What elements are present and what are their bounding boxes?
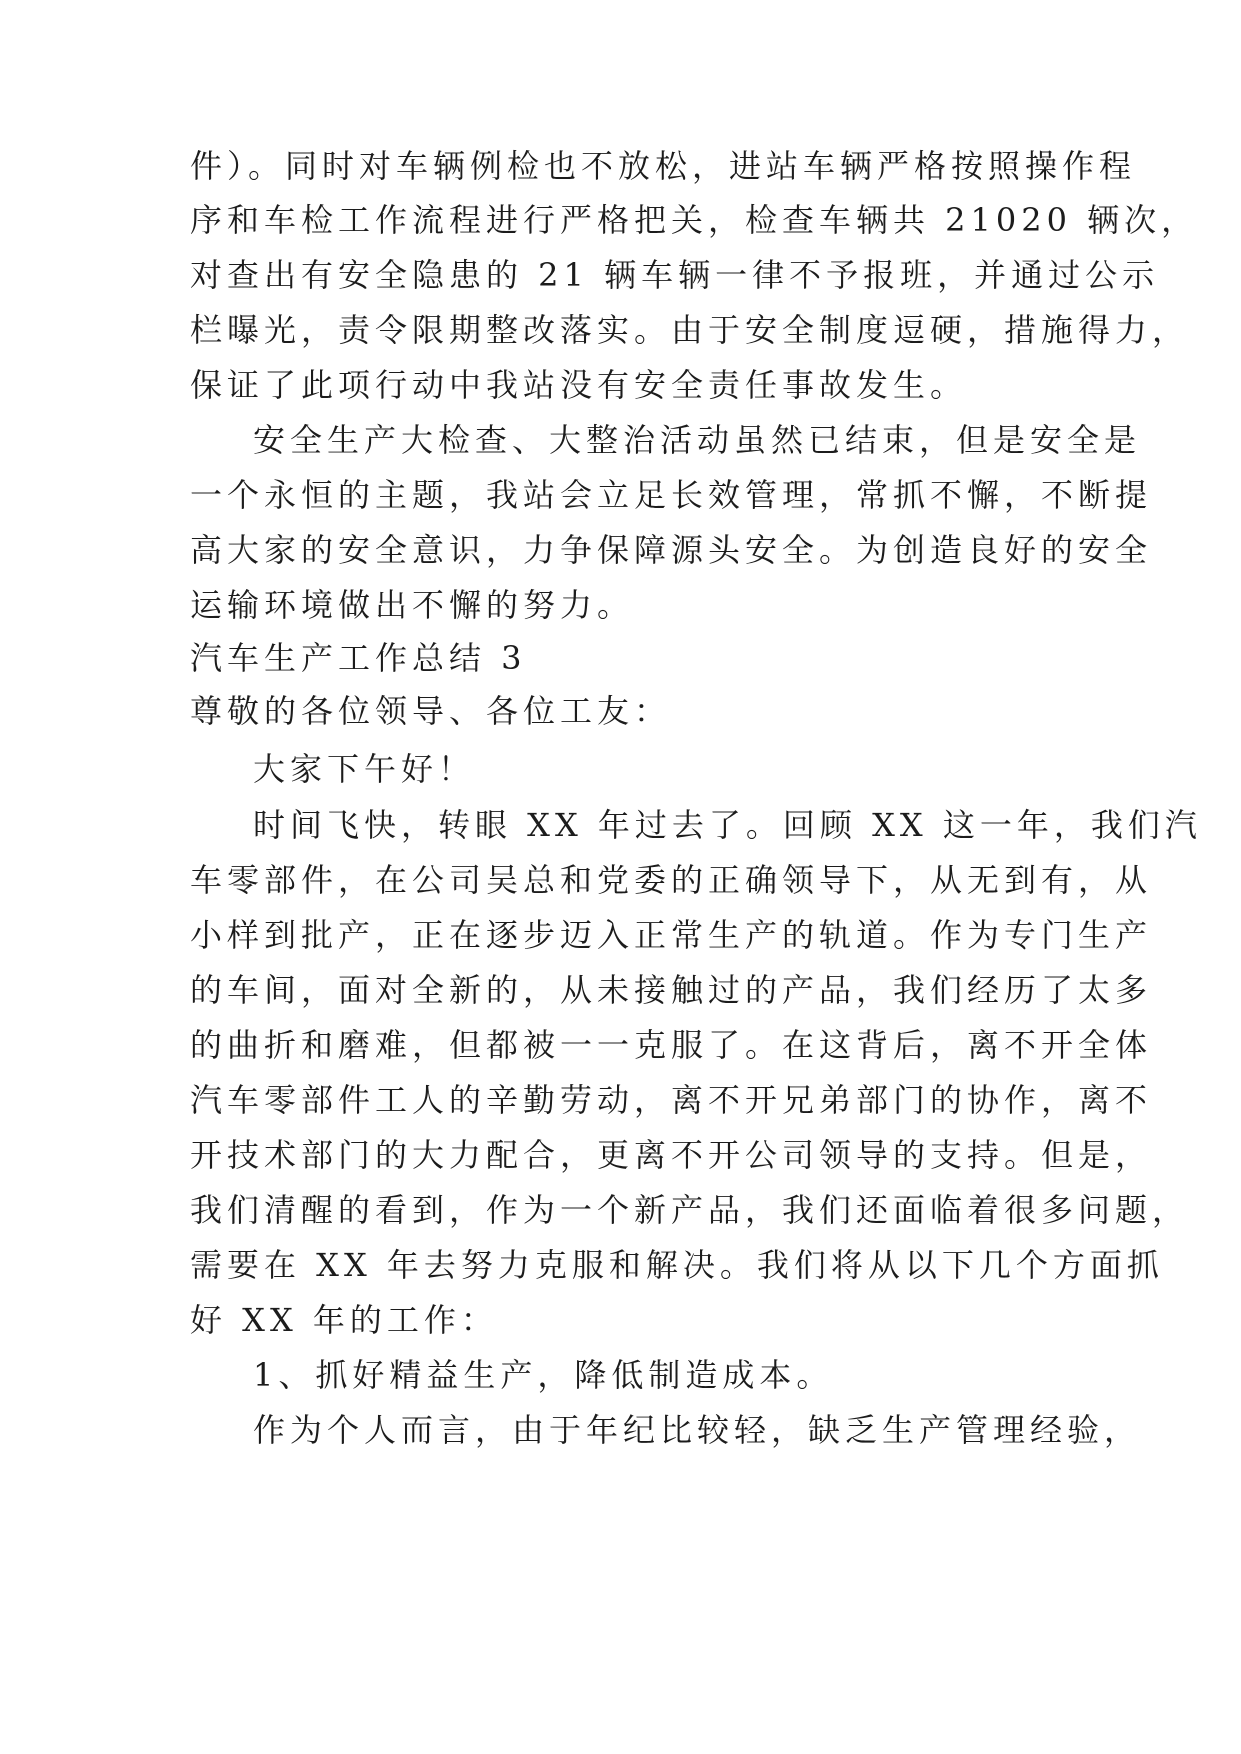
paragraph-line: 对查出有安全隐患的 21 辆车辆一律不予报班，并通过公示 <box>190 256 1160 294</box>
list-item-heading: 1、抓好精益生产，降低制造成本。 <box>253 1356 834 1394</box>
paragraph-line: 高大家的安全意识，力争保障源头安全。为创造良好的安全 <box>190 531 1153 569</box>
paragraph-line: 的曲折和磨难，但都被一一克服了。在这背后，离不开全体 <box>190 1026 1153 1064</box>
paragraph-line: 运输环境做出不懈的努力。 <box>190 586 635 624</box>
paragraph-line: 件）。同时对车辆例检也不放松，进站车辆严格按照操作程 <box>190 147 1137 185</box>
paragraph-line: 开技术部门的大力配合，更离不开公司领导的支持。但是， <box>190 1136 1153 1174</box>
paragraph-line: 序和车检工作流程进行严格把关，检查车辆共 21020 辆次， <box>190 201 1199 239</box>
greeting: 大家下午好！ <box>253 750 476 788</box>
paragraph-first-line: 作为个人而言，由于年纪比较轻，缺乏生产管理经验， <box>253 1411 1142 1449</box>
paragraph-line: 好 XX 年的工作： <box>190 1301 498 1339</box>
paragraph-line: 一个永恒的主题，我站会立足长效管理，常抓不懈，不断提 <box>190 476 1153 514</box>
paragraph-line: 车零部件，在公司吴总和党委的正确领导下，从无到有，从 <box>190 861 1153 899</box>
paragraph-line: 小样到批产，正在逐步迈入正常生产的轨道。作为专门生产 <box>190 916 1153 954</box>
paragraph-line: 栏曝光，责令限期整改落实。由于安全制度逗硬，措施得力， <box>190 311 1190 349</box>
paragraph-first-line: 安全生产大检查、大整治活动虽然已结束，但是安全是 <box>253 421 1142 459</box>
paragraph-first-line: 时间飞快，转眼 XX 年过去了。回顾 XX 这一年，我们汽 <box>253 806 1202 844</box>
paragraph-line: 保证了此项行动中我站没有安全责任事故发生。 <box>190 366 968 404</box>
paragraph-line: 我们清醒的看到，作为一个新产品，我们还面临着很多问题， <box>190 1191 1190 1229</box>
paragraph-line: 汽车零部件工人的辛勤劳动，离不开兄弟部门的协作，离不 <box>190 1081 1153 1119</box>
section-heading: 汽车生产工作总结 3 <box>190 639 527 677</box>
salutation: 尊敬的各位领导、各位工友： <box>190 692 672 730</box>
paragraph-line: 的车间，面对全新的，从未接触过的产品，我们经历了太多 <box>190 971 1153 1009</box>
paragraph-line: 需要在 XX 年去努力克服和解决。我们将从以下几个方面抓 <box>190 1246 1164 1284</box>
